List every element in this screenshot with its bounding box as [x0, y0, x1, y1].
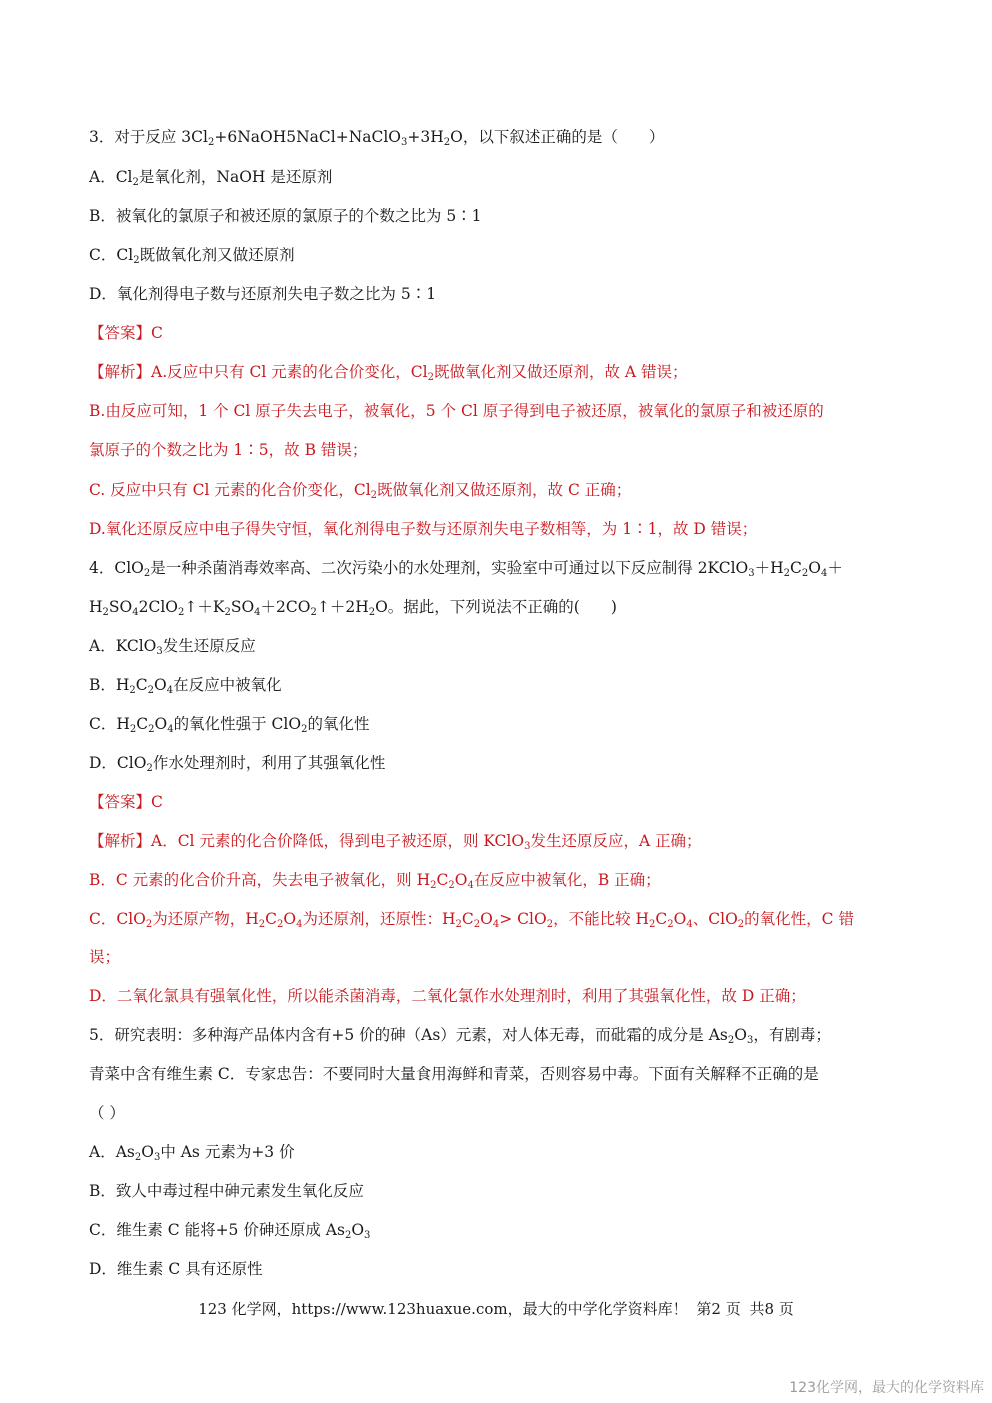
q5-option-a: A．$As_2O_3$中 As 元素为+3 价	[89, 1143, 295, 1163]
q4-explanation-3: C．ClO$_2$为还原产物，$H_2C_2O_4$为还原剂，还原性：$H_2C_2O_4> ClO_2$，不能比较 $H_2C_2O_4$、ClO$_2$的氧化性，C 错	[89, 910, 854, 930]
q3-option-a: A．$Cl_2$是氧化剂，NaOH 是还原剂	[89, 168, 333, 188]
q5-option-c: C．维生素 C 能将+5 价砷还原成 $As_2O_3$	[89, 1221, 371, 1241]
footer-page: 第2 页	[696, 1300, 741, 1318]
q3-explanation-3: C. 反应中只有 Cl 元素的化合价变化，$Cl_2$既做氧化剂又做还原剂，故 C 正确；	[89, 481, 632, 501]
q4-stem-1: 4．ClO$_2$是一种杀菌消毒效率高、二次污染小的水处理剂，实验室中可通过以下反应制得 $2KClO_3+H_2C_2O_4+$	[89, 559, 843, 579]
q4-option-c: C．$H_2C_2O_4$的氧化性强于 ClO$_2$的氧化性	[89, 715, 370, 735]
q4-answer: 【答案】C	[89, 793, 163, 811]
page-footer	[0, 1298, 992, 1319]
q5-stem-2: 青菜中含有维生素 C．专家忠告：不要同时大量食用海鲜和青菜，否则容易中毒。下面有关解释不正确的是	[89, 1065, 819, 1083]
q5-option-b: B．致人中毒过程中砷元素发生氧化反应	[89, 1182, 364, 1200]
q4-option-d: D．ClO$_2$作水处理剂时，利用了其强氧化性	[89, 754, 386, 774]
q3-option-d: D．氧化剂得电子数与还原剂失电子数之比为 5∶1	[89, 285, 437, 303]
q3-explanation-2b: 氯原子的个数之比为 1∶5，故 B 错误；	[89, 441, 368, 459]
q3-explanation-1: 【解析】A.反应中只有 Cl 元素的化合价变化，$Cl_2$既做氧化剂又做还原剂，故 A 错误；	[89, 363, 688, 383]
q4-explanation-1: 【解析】A．Cl 元素的化合价降低，得到电子被还原，则 KClO$_3$发生还原反应，A 正确；	[89, 832, 702, 852]
footer-total: 共8 页	[749, 1300, 794, 1318]
q3-option-c: C．$Cl_2$既做氧化剂又做还原剂	[89, 246, 295, 266]
q3-stem: 3．对于反应 $3Cl_2+6NaOH5NaCl+NaClO_3+3H_2O$，以下叙述正确的是（ ）	[89, 128, 665, 148]
q4-explanation-4: D．二氧化氯具有强氧化性，所以能杀菌消毒，二氧化氯作水处理剂时，利用了其强氧化性，故 D 正确；	[89, 987, 806, 1005]
q3-answer: 【答案】C	[89, 324, 163, 342]
q4-option-a: A．KClO$_3$发生还原反应	[89, 637, 256, 657]
q3-explanation-4: D.氧化还原反应中电子得失守恒，氧化剂得电子数与还原剂失电子数相等，为 1∶1，故 D 错误；	[89, 520, 758, 538]
watermark: 123化学网，最大的化学资料库	[789, 1380, 984, 1396]
q5-option-d: D．维生素 C 具有还原性	[89, 1260, 263, 1278]
q4-explanation-2: B．C 元素的化合价升高，失去电子被氧化，则 $H_2C_2O_4$在反应中被氧化，B 正确；	[89, 871, 661, 891]
q3-explanation-2: B.由反应可知，1 个 Cl 原子失去电子，被氧化，5 个 Cl 原子得到电子被还原，被氧化的氯原子和被还原的	[89, 402, 824, 420]
q4-option-b: B．$H_2C_2O_4$在反应中被氧化	[89, 676, 282, 696]
footer-site: 123 化学网，https://www.123huaxue.com，最大的中学化学资料库！	[198, 1300, 688, 1318]
q5-stem-3: （ ）	[89, 1104, 125, 1122]
q4-stem-2: $H_2SO_42ClO_2↑+K_2SO_4+2CO_2↑+2H_2O$。据此，下列说法不正确的( )	[89, 598, 617, 618]
q5-stem-1: 5．研究表明：多种海产品体内含有+5 价的砷（As）元素，对人体无毒，而砒霜的成分是 $As_2O_3$，有剧毒；	[89, 1026, 831, 1046]
q4-explanation-3b: 误；	[89, 948, 121, 966]
q3-option-b: B．被氧化的氯原子和被还原的氯原子的个数之比为 5∶1	[89, 207, 482, 225]
